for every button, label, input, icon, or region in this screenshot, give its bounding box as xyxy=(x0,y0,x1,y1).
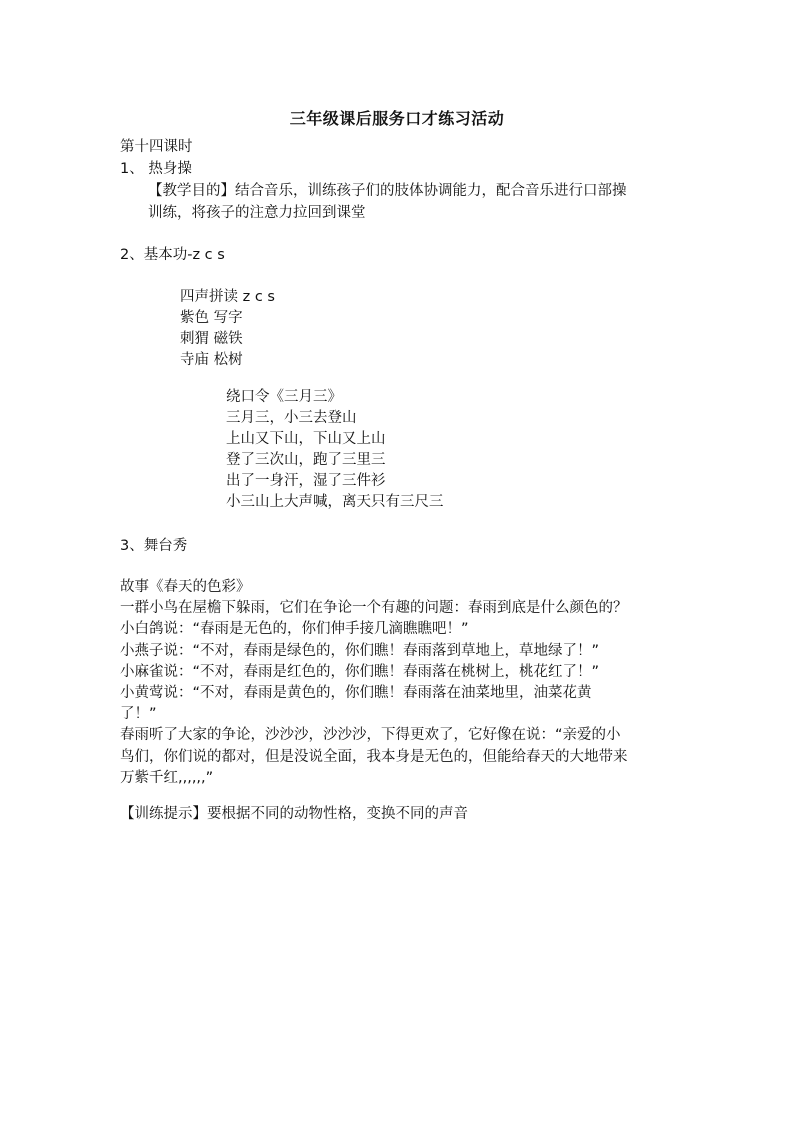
story-line: 小白鸽说：“春雨是无色的，你们伸手接几滴瞧瞧吧！” xyxy=(120,621,469,638)
tongue-twister-line: 登了三次山，跑了三里三 xyxy=(226,452,386,468)
story-line: 万紫千红,,,,,,” xyxy=(120,769,214,786)
story-text xyxy=(120,577,628,789)
section2-heading: 2、基本功-z c s xyxy=(120,247,225,263)
pinyin-practice-list xyxy=(180,287,275,371)
story-title: 故事《春天的色彩》 xyxy=(120,579,251,595)
section3-heading: 3、舞台秀 xyxy=(120,538,188,554)
story-line: 春雨听了大家的争论，沙沙沙，沙沙沙，下得更欢了，它好像在说：“亲爱的小 xyxy=(120,727,621,744)
section1-heading: 1、 热身操 xyxy=(120,161,192,177)
tongue-twister-line: 三月三，小三去登山 xyxy=(226,410,357,426)
training-tip: 【训练提示】要根据不同的动物性格，变换不同的声音 xyxy=(120,806,468,822)
story-line: 一群小鸟在屋檐下躲雨，它们在争论一个有趣的问题：春雨到底是什么颜色的？ xyxy=(120,600,628,617)
page-title: 三年级课后服务口才练习活动 xyxy=(289,109,505,128)
pinyin-line: 寺庙 松树 xyxy=(180,352,243,368)
story-line: 小黄莺说：“不对，春雨是黄色的，你们瞧！春雨落在油菜地里，油菜花黄 xyxy=(120,684,592,701)
story-line: 了！” xyxy=(120,706,157,723)
lesson-label: 第十四课时 xyxy=(120,139,193,155)
pinyin-line: 紫色 写字 xyxy=(180,310,243,326)
story-line: 小燕子说：“不对，春雨是绿色的，你们瞧！春雨落到草地上，草地绿了！” xyxy=(120,642,600,659)
teaching-goal-line2: 训练，将孩子的注意力拉回到课堂 xyxy=(148,205,366,221)
teaching-goal-line1: 【教学目的】结合音乐，训练孩子们的肢体协调能力，配合音乐进行口部操 xyxy=(148,183,627,199)
tongue-twister-line: 出了一身汗，湿了三件衫 xyxy=(226,473,386,489)
pinyin-line: 刺猬 磁铁 xyxy=(180,331,243,347)
tongue-twister-line: 上山又下山，下山又上山 xyxy=(226,431,386,447)
story-line: 鸟们，你们说的都对，但是没说全面，我本身是无色的，但能给春天的大地带来 xyxy=(120,748,628,765)
tongue-twister xyxy=(226,387,444,513)
pinyin-line: 四声拼读 z c s xyxy=(180,289,275,305)
tongue-twister-title: 绕口令《三月三》 xyxy=(226,389,342,405)
story-line: 小麻雀说：“不对，春雨是红色的，你们瞧！春雨落在桃树上，桃花红了！” xyxy=(120,663,600,680)
tongue-twister-line: 小三山上大声喊，离天只有三尺三 xyxy=(226,494,444,510)
